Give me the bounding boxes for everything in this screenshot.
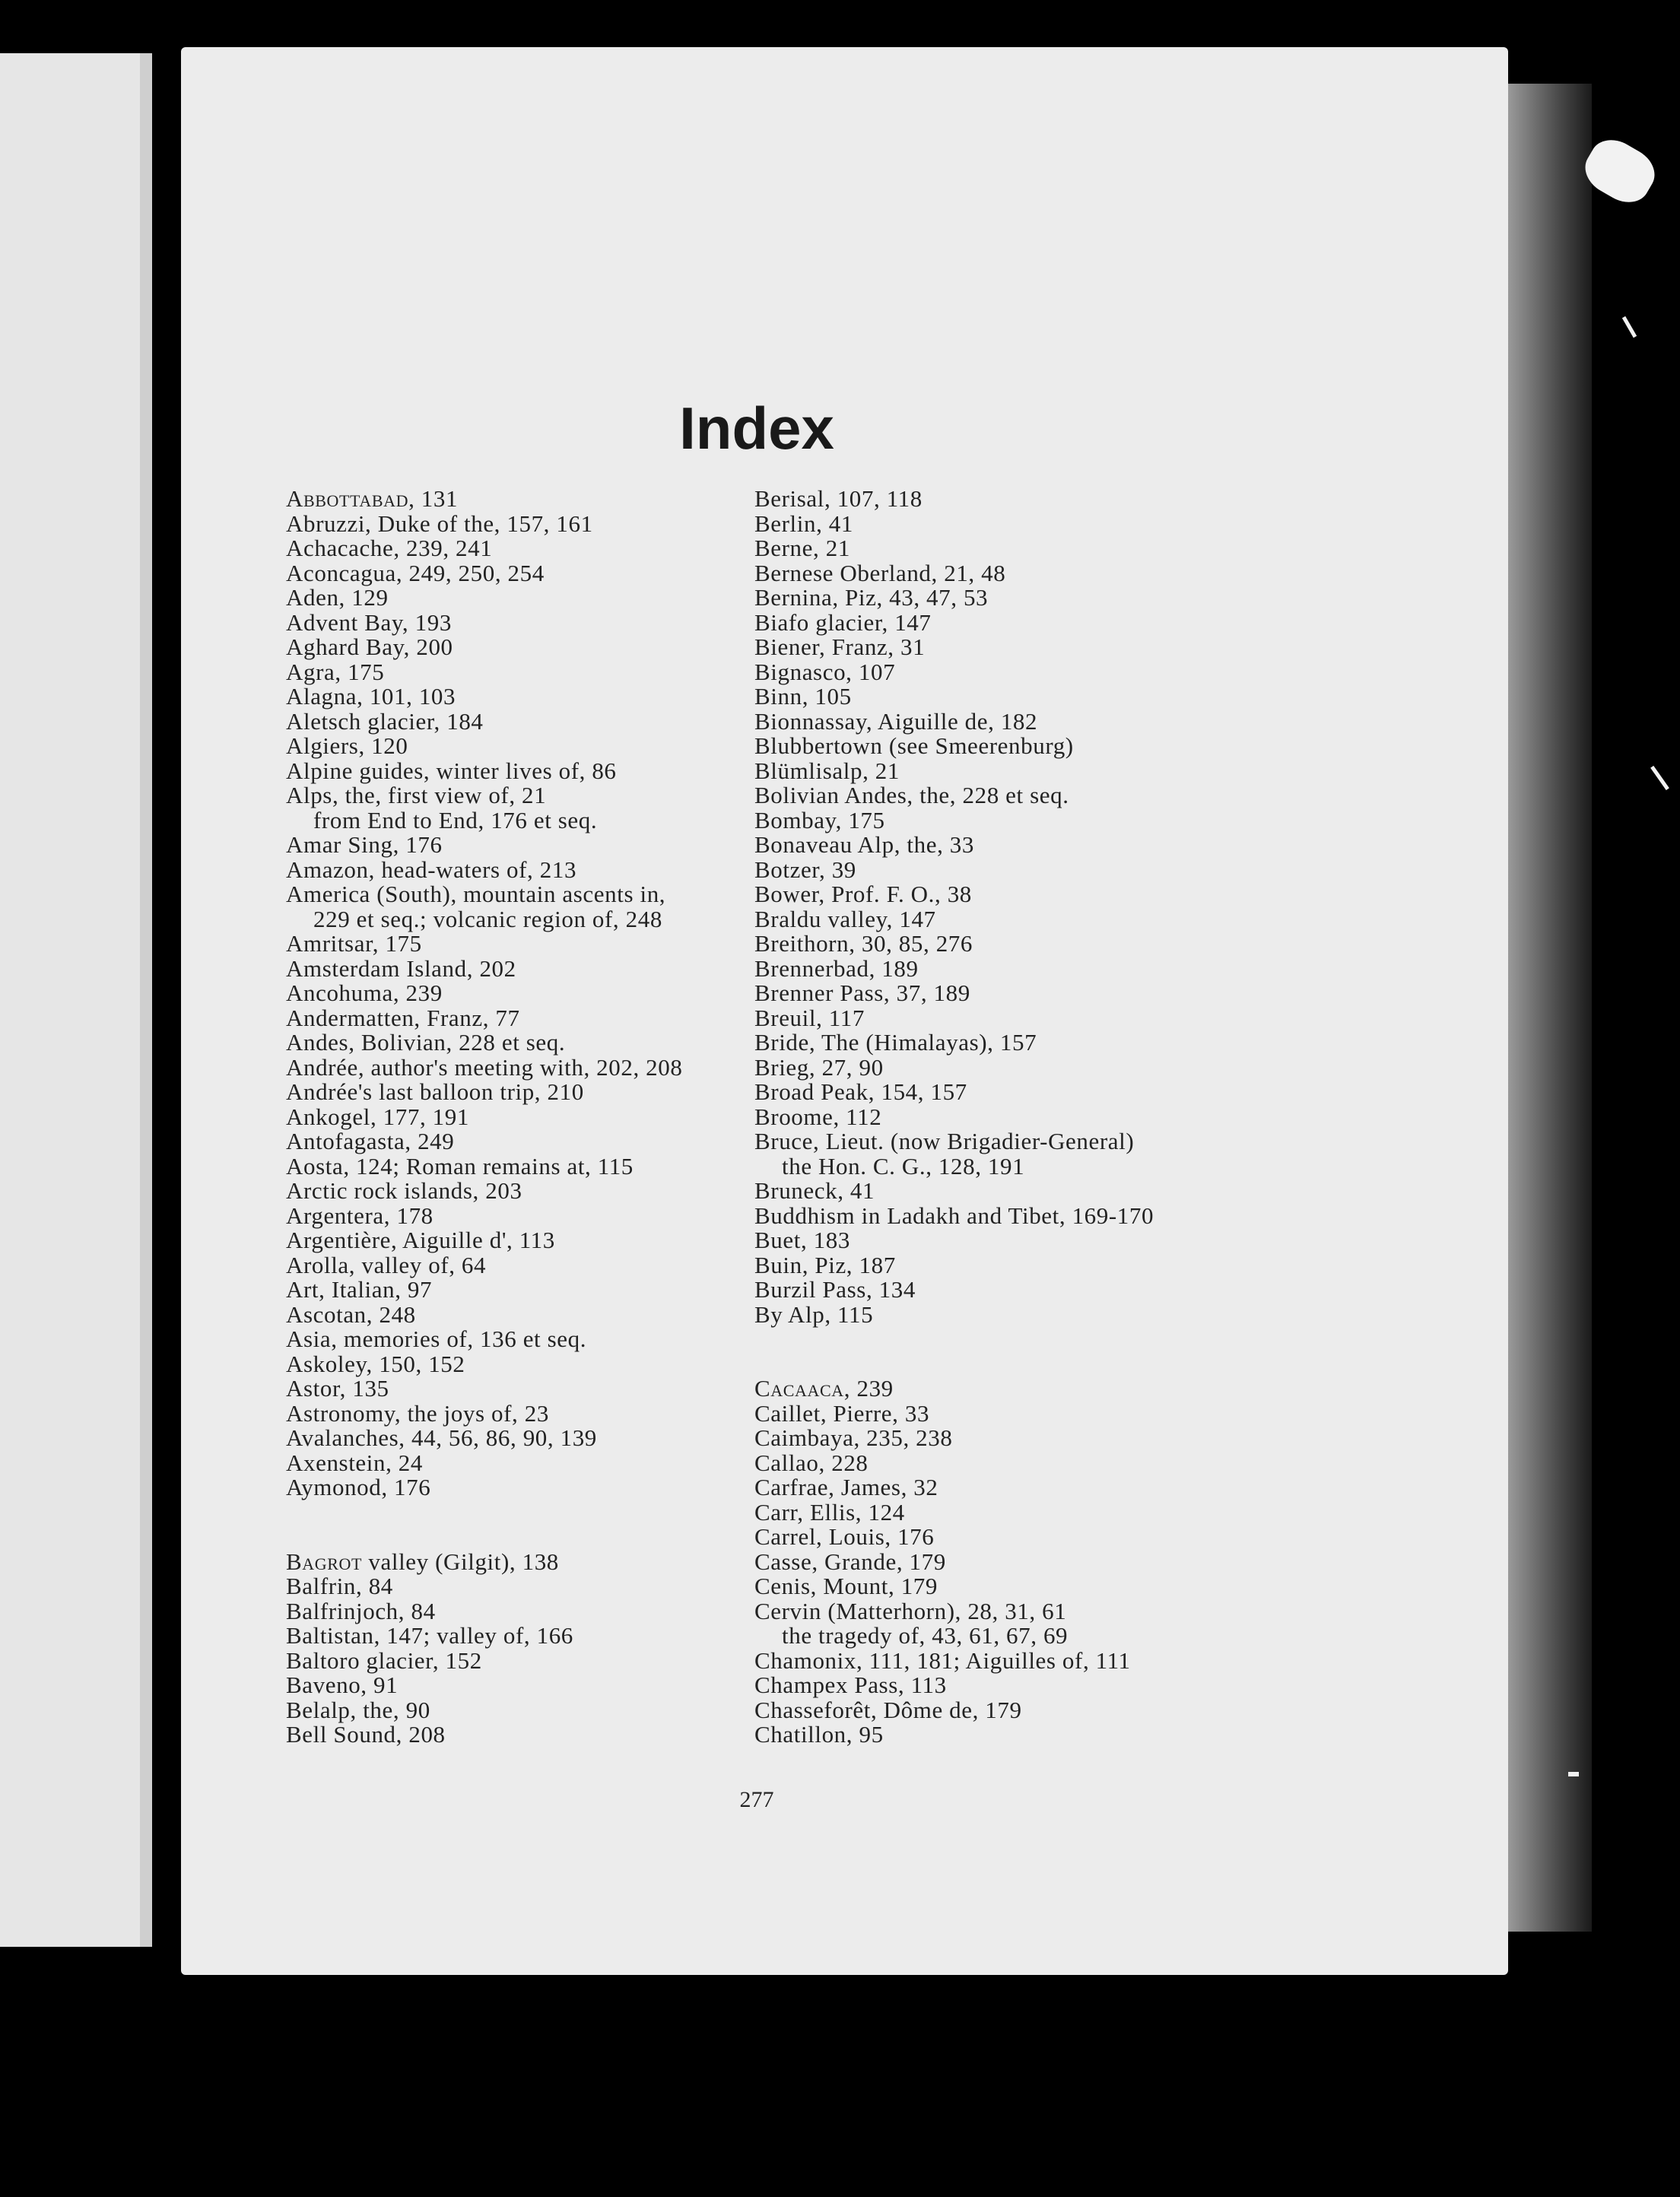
dust-speck	[1650, 766, 1669, 790]
index-entry: Aghard Bay, 200	[286, 633, 453, 660]
index-entry: Callao, 228	[754, 1449, 869, 1476]
dust-speck	[1622, 316, 1637, 338]
index-entry: Biafo glacier, 147	[754, 608, 932, 636]
index-entry: Belalp, the, 90	[286, 1696, 430, 1723]
index-entry	[286, 487, 742, 512]
index-entry: Bignasco, 107	[754, 658, 896, 685]
index-entry: Alagna, 101, 103	[286, 683, 456, 710]
index-entry: Berne, 21	[754, 535, 850, 561]
index-entry: from End to End, 176 et seq.	[313, 806, 598, 833]
index-entry: Aosta, 124; Roman remains at, 115	[286, 1152, 634, 1179]
index-entry: Alps, the, first view of, 21	[286, 782, 547, 808]
index-entry	[754, 1376, 1241, 1402]
index-entry: Blubbertown (see Smeerenburg)	[754, 732, 1074, 759]
index-entry: Carrel, Louis, 176	[754, 1523, 935, 1550]
index-entry: Balfrinjoch, 84	[286, 1597, 436, 1624]
index-entry: Broad Peak, 154, 157	[754, 1078, 967, 1105]
index-entry: Ascotan, 248	[286, 1300, 416, 1328]
index-entry: Aymonod, 176	[286, 1474, 431, 1500]
index-entry: Chatillon, 95	[754, 1721, 884, 1748]
index-entry: 229 et seq.; volcanic region of, 248	[313, 905, 662, 932]
index-entry: Bionnassay, Aiguille de, 182	[754, 707, 1038, 735]
index-letter-heading: Cacaaca	[754, 1375, 844, 1402]
index-entry: Amar Sing, 176	[286, 831, 443, 858]
index-entry: Carr, Ellis, 124	[754, 1498, 905, 1526]
index-entry: Berlin, 41	[754, 510, 853, 537]
index-entry: Aden, 129	[286, 584, 389, 611]
index-entry: Chamonix, 111, 181; Aiguilles of, 111	[754, 1646, 1131, 1674]
page-shadow	[1508, 84, 1592, 1932]
index-entry: Bombay, 175	[754, 806, 885, 833]
index-entry: Axenstein, 24	[286, 1449, 423, 1476]
dust-speck	[1568, 1772, 1579, 1776]
index-entry: Achacache, 239, 241	[286, 535, 493, 561]
page-title: Index	[679, 395, 834, 462]
index-entry: Braldu valley, 147	[754, 905, 936, 932]
index-entry: Bernese Oberland, 21, 48	[754, 559, 1006, 586]
index-entry: Argentera, 178	[286, 1202, 433, 1229]
index-entry: Astronomy, the joys of, 23	[286, 1399, 549, 1427]
index-entry: the Hon. C. G., 128, 191	[782, 1152, 1025, 1179]
index-entry: Cenis, Mount, 179	[754, 1573, 938, 1599]
index-entry: Bernina, Piz, 43, 47, 53	[754, 584, 989, 611]
index-entry: Astor, 135	[286, 1375, 389, 1402]
section-gap	[286, 1500, 742, 1550]
index-entry: Burzil Pass, 134	[754, 1276, 916, 1303]
index-entry: Carfrae, James, 32	[754, 1474, 938, 1500]
index-letter-heading: Abbottabad	[286, 485, 409, 512]
index-entry: Baltistan, 147; valley of, 166	[286, 1622, 573, 1649]
index-entry: Bruneck, 41	[754, 1177, 875, 1204]
index-entry-pages: , 239	[843, 1375, 894, 1402]
index-entry: Abruzzi, Duke of the, 157, 161	[286, 510, 593, 537]
index-entry: Askoley, 150, 152	[286, 1350, 465, 1377]
index-entry: Bride, The (Himalayas), 157	[754, 1029, 1037, 1056]
index-entry: Buddhism in Ladakh and Tibet, 169-170	[754, 1202, 1154, 1229]
index-entry: Berisal, 107, 118	[754, 485, 923, 512]
index-entry: Chasseforêt, Dôme de, 179	[754, 1696, 1022, 1723]
index-entry: Andes, Bolivian, 228 et seq.	[286, 1029, 566, 1056]
index-entry: Breithorn, 30, 85, 276	[754, 930, 973, 957]
index-entry: Andrée, author's meeting with, 202, 208	[286, 1053, 683, 1081]
index-entry: Ankogel, 177, 191	[286, 1103, 469, 1130]
index-entry: Casse, Grande, 179	[754, 1548, 946, 1575]
index-entry: By Alp, 115	[754, 1300, 874, 1328]
index-entry: Aconcagua, 249, 250, 254	[286, 559, 545, 586]
index-entry: Buet, 183	[754, 1227, 850, 1253]
previous-page-edge	[0, 53, 152, 1947]
index-entry: Brenner Pass, 37, 189	[754, 979, 970, 1006]
index-entry: Alpine guides, winter lives of, 86	[286, 757, 617, 784]
index-entry: Champex Pass, 113	[754, 1672, 947, 1698]
index-entry: Bonaveau Alp, the, 33	[754, 831, 974, 858]
index-entry: Antofagasta, 249	[286, 1128, 455, 1154]
index-entry: Amritsar, 175	[286, 930, 422, 957]
index-entry: Bower, Prof. F. O., 38	[754, 881, 972, 907]
index-entry: Agra, 175	[286, 658, 385, 685]
index-entry: Caillet, Pierre, 33	[754, 1399, 930, 1427]
index-entry: Ancohuma, 239	[286, 979, 443, 1006]
index-column-left	[286, 487, 742, 1748]
index-entry: Amsterdam Island, 202	[286, 954, 516, 982]
index-entry: Bolivian Andes, the, 228 et seq.	[754, 782, 1069, 808]
index-entry: Binn, 105	[754, 683, 852, 710]
index-entry: the tragedy of, 43, 61, 67, 69	[782, 1622, 1069, 1649]
index-entry: Brieg, 27, 90	[754, 1053, 884, 1081]
index-entry: Amazon, head-waters of, 213	[286, 856, 577, 883]
index-entry-pages: valley (Gilgit), 138	[362, 1548, 559, 1575]
index-entry: Bell Sound, 208	[286, 1721, 446, 1748]
index-entry: Andermatten, Franz, 77	[286, 1004, 520, 1031]
index-entry: Algiers, 120	[286, 732, 408, 759]
index-entry: Caimbaya, 235, 238	[754, 1424, 953, 1451]
index-entry: Aletsch glacier, 184	[286, 707, 484, 735]
index-entry: Breuil, 117	[754, 1004, 865, 1031]
section-gap	[754, 1327, 1241, 1376]
index-entry: Broome, 112	[754, 1103, 882, 1130]
index-entry: Biener, Franz, 31	[754, 633, 926, 660]
index-entry: America (South), mountain ascents in,	[286, 881, 666, 907]
index-column-right	[754, 487, 1241, 1748]
index-entry: Asia, memories of, 136 et seq.	[286, 1326, 587, 1352]
index-entry: Baveno, 91	[286, 1672, 399, 1698]
index-entry: Blümlisalp, 21	[754, 757, 900, 784]
index-entry: Art, Italian, 97	[286, 1276, 433, 1303]
index-entry-pages: , 131	[408, 485, 459, 512]
index-entry: Arctic rock islands, 203	[286, 1177, 522, 1204]
index-entry: Buin, Piz, 187	[754, 1251, 896, 1278]
index-entry: Cervin (Matterhorn), 28, 31, 61	[754, 1597, 1067, 1624]
index-entry: Botzer, 39	[754, 856, 856, 883]
index-entry: Andrée's last balloon trip, 210	[286, 1078, 584, 1105]
index-entry: Advent Bay, 193	[286, 608, 452, 636]
index-entry: Brennerbad, 189	[754, 954, 919, 982]
index-entry	[286, 1550, 742, 1575]
page-number: 277	[739, 1787, 774, 1812]
index-entry: Argentière, Aiguille d', 113	[286, 1227, 555, 1253]
index-entry: Arolla, valley of, 64	[286, 1251, 487, 1278]
index-entry: Bruce, Lieut. (now Brigadier-General)	[754, 1128, 1135, 1154]
index-entry: Avalanches, 44, 56, 86, 90, 139	[286, 1424, 597, 1451]
index-letter-heading: Bagrot	[286, 1548, 363, 1575]
index-entry: Baltoro glacier, 152	[286, 1646, 482, 1674]
index-entry: Balfrin, 84	[286, 1573, 393, 1599]
